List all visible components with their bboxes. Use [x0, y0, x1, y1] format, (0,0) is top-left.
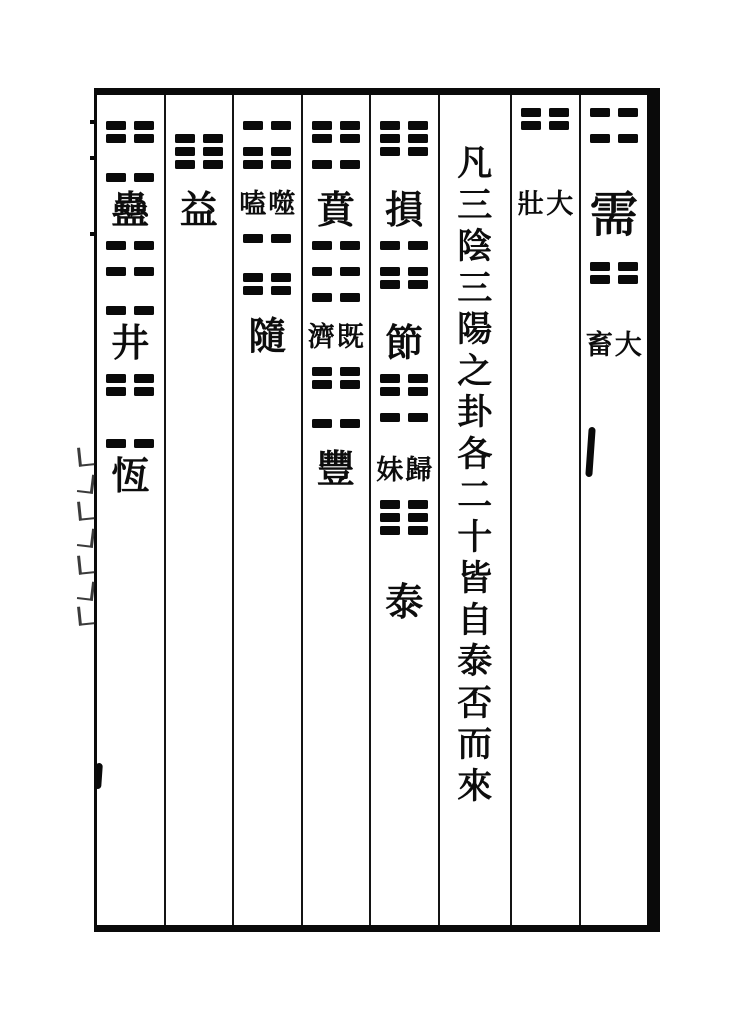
line-segment	[243, 234, 263, 243]
line-segment	[243, 160, 263, 169]
line-segment	[340, 241, 360, 250]
yang-line	[243, 108, 291, 117]
yang-line	[106, 413, 154, 422]
left-border-tick-1	[90, 120, 95, 124]
hexagram-name-char: 恆	[111, 454, 150, 498]
line-segment	[408, 121, 428, 130]
line-segment	[408, 267, 428, 276]
yin-line	[590, 262, 638, 271]
commentary-char: 二	[457, 476, 493, 516]
column-7	[164, 95, 233, 925]
yin-line	[312, 367, 360, 376]
line-segment	[340, 380, 360, 389]
yang-line	[521, 134, 569, 143]
hexagram-label-蠱	[97, 188, 164, 232]
line-segment	[134, 134, 154, 143]
yang-line	[380, 426, 428, 435]
hexagram-name-char: 嗑	[239, 189, 267, 220]
yang-line	[521, 160, 569, 169]
line-segment	[312, 293, 332, 302]
hexagram-name-char: 蠱	[111, 188, 150, 232]
hexagram-figure-益	[175, 108, 223, 182]
line-segment	[312, 121, 332, 130]
yang-line	[312, 147, 360, 156]
hexagram-name-char: 壯	[517, 189, 545, 220]
yin-line	[380, 526, 428, 535]
commentary-char: 陰	[457, 227, 493, 267]
line-segment	[408, 241, 428, 250]
yang-line	[106, 293, 154, 302]
yin-line	[590, 108, 638, 117]
line-segment	[340, 367, 360, 376]
hexagram-label-歸妹	[371, 457, 438, 484]
yang-line	[312, 280, 360, 289]
yin-line	[312, 380, 360, 389]
yang-line	[312, 393, 360, 402]
marginal-fragment	[77, 580, 95, 601]
line-segment	[408, 280, 428, 289]
yin-line	[312, 160, 360, 169]
line-segment	[203, 134, 223, 143]
yang-line	[521, 173, 569, 182]
yang-line	[380, 552, 428, 561]
yang-line	[380, 108, 428, 117]
yang-line	[380, 254, 428, 263]
line-segment	[312, 367, 332, 376]
yang-line	[312, 108, 360, 117]
yang-line	[380, 173, 428, 182]
commentary-text	[440, 108, 510, 806]
yin-line	[380, 121, 428, 130]
yang-line	[312, 406, 360, 415]
yang-line	[106, 254, 154, 263]
commentary-char: 而	[457, 725, 493, 765]
line-segment	[243, 273, 263, 282]
yin-line	[243, 121, 291, 130]
hexagram-name-char: 噬	[268, 189, 296, 220]
line-segment	[408, 513, 428, 522]
yin-line	[106, 173, 154, 182]
line-segment	[106, 121, 126, 130]
commentary-char: 凡	[457, 144, 493, 184]
yang-line	[590, 121, 638, 130]
commentary-char: 三	[457, 185, 493, 226]
yang-line	[590, 314, 638, 323]
hexagram-name-char: 豐	[316, 447, 355, 491]
hexagram-figure-節	[380, 241, 428, 315]
line-segment	[106, 306, 126, 315]
yin-line	[380, 374, 428, 383]
yang-line	[243, 260, 291, 269]
line-segment	[618, 134, 638, 143]
line-segment	[134, 241, 154, 250]
commentary-char: 各	[457, 434, 493, 475]
yin-line	[106, 241, 154, 250]
hexagram-name-char: 井	[111, 321, 150, 365]
yang-line	[106, 147, 154, 156]
hexagram-name-char: 大	[614, 330, 642, 361]
yang-line	[590, 147, 638, 156]
hexagram-name-char: 損	[385, 188, 424, 232]
yin-line	[380, 147, 428, 156]
yang-line	[312, 432, 360, 441]
yang-line	[106, 160, 154, 169]
hexagram-name-char: 大	[546, 189, 574, 220]
hexagram-figure-井	[106, 241, 154, 315]
yin-line	[106, 374, 154, 383]
line-segment	[106, 387, 126, 396]
hexagram-label-賁	[303, 188, 370, 232]
yang-line	[380, 306, 428, 315]
hexagram-figure-豐	[312, 367, 360, 441]
yin-line	[312, 241, 360, 250]
line-segment	[590, 275, 610, 284]
line-segment	[521, 121, 541, 130]
line-segment	[340, 160, 360, 169]
yin-line	[380, 134, 428, 143]
column-4	[369, 95, 438, 925]
commentary-char: 卦	[457, 393, 493, 433]
line-segment	[312, 267, 332, 276]
line-segment	[312, 419, 332, 428]
hexagram-figure-大畜	[590, 249, 638, 323]
hexagram-name-char: 濟	[307, 322, 335, 353]
page-frame	[94, 88, 660, 932]
yin-line	[521, 121, 569, 130]
hexagram-figure-噬嗑	[243, 108, 291, 182]
yin-line	[380, 500, 428, 509]
yang-line	[106, 426, 154, 435]
yin-line	[175, 147, 223, 156]
line-segment	[549, 108, 569, 117]
yin-line	[106, 121, 154, 130]
column-6	[232, 95, 301, 925]
line-segment	[175, 160, 195, 169]
yin-line	[106, 267, 154, 276]
hexagram-label-大畜	[581, 332, 648, 359]
hexagram-label-節	[371, 321, 438, 365]
line-segment	[340, 121, 360, 130]
line-segment	[271, 273, 291, 282]
hexagram-label-泰	[371, 580, 438, 624]
line-segment	[134, 173, 154, 182]
column-3-commentary	[438, 95, 510, 925]
yin-line	[243, 234, 291, 243]
hexagram-figure-大壯	[521, 108, 569, 182]
yang-line	[380, 439, 428, 448]
yin-line	[590, 275, 638, 284]
line-segment	[106, 173, 126, 182]
line-segment	[271, 234, 291, 243]
yin-line	[312, 134, 360, 143]
line-segment	[549, 121, 569, 130]
line-segment	[134, 267, 154, 276]
yin-line	[312, 121, 360, 130]
yang-line	[175, 108, 223, 117]
hexagram-name-char: 需	[589, 187, 638, 243]
line-segment	[380, 280, 400, 289]
yin-line	[243, 273, 291, 282]
hexagram-label-隨	[234, 314, 301, 358]
hexagram-name-char: 益	[179, 188, 218, 232]
line-segment	[380, 526, 400, 535]
yin-line	[521, 108, 569, 117]
hexagram-label-需	[581, 187, 648, 243]
commentary-char: 來	[457, 766, 493, 807]
line-segment	[106, 134, 126, 143]
line-segment	[408, 387, 428, 396]
line-segment	[243, 121, 263, 130]
line-segment	[590, 108, 610, 117]
line-segment	[380, 387, 400, 396]
line-segment	[521, 108, 541, 117]
line-segment	[380, 267, 400, 276]
line-segment	[203, 147, 223, 156]
hexagram-name-char: 隨	[248, 314, 287, 358]
yin-line	[312, 267, 360, 276]
yin-line	[106, 306, 154, 315]
hexagram-name-char: 歸	[405, 455, 433, 486]
commentary-char: 泰	[457, 642, 493, 682]
marginal-fragment	[77, 500, 95, 521]
yang-line	[312, 306, 360, 315]
hexagram-label-噬嗑	[234, 191, 301, 218]
hexagram-name-char: 既	[336, 322, 364, 353]
yang-line	[380, 293, 428, 302]
line-segment	[106, 374, 126, 383]
line-segment	[380, 134, 400, 143]
yin-line	[243, 286, 291, 295]
yang-line	[243, 173, 291, 182]
line-segment	[134, 306, 154, 315]
line-segment	[340, 134, 360, 143]
line-segment	[380, 413, 400, 422]
hexagram-name-char: 妹	[376, 455, 404, 486]
yin-line	[106, 387, 154, 396]
hexagram-figure-賁	[312, 108, 360, 182]
line-segment	[271, 121, 291, 130]
line-segment	[340, 419, 360, 428]
line-segment	[243, 147, 263, 156]
line-segment	[134, 374, 154, 383]
hexagram-figure-歸妹	[380, 374, 428, 448]
line-segment	[380, 374, 400, 383]
hexagram-figure-恆	[106, 374, 154, 448]
hexagram-chart	[97, 95, 647, 925]
commentary-char: 否	[457, 683, 493, 724]
yang-line	[243, 134, 291, 143]
yin-line	[590, 134, 638, 143]
yin-line	[380, 241, 428, 250]
line-segment	[203, 160, 223, 169]
line-segment	[408, 134, 428, 143]
yang-line	[106, 400, 154, 409]
line-segment	[340, 267, 360, 276]
line-segment	[106, 267, 126, 276]
marginal-fragment	[77, 473, 95, 494]
yang-line	[590, 301, 638, 310]
column-5	[301, 95, 370, 925]
yang-line	[590, 249, 638, 258]
line-segment	[106, 439, 126, 448]
hexagram-label-豐	[303, 447, 370, 491]
commentary-char: 陽	[457, 310, 493, 350]
line-segment	[408, 500, 428, 509]
hexagram-figure-隨	[243, 234, 291, 308]
line-segment	[271, 147, 291, 156]
yin-line	[312, 419, 360, 428]
hexagram-name-char: 畜	[585, 330, 613, 361]
marginal-fragment	[77, 605, 95, 626]
hexagram-name-char: 泰	[385, 580, 424, 624]
yang-line	[243, 299, 291, 308]
line-segment	[134, 439, 154, 448]
line-segment	[134, 387, 154, 396]
hexagram-name-char: 賁	[316, 188, 355, 232]
line-segment	[618, 108, 638, 117]
hexagram-label-既濟	[303, 324, 370, 351]
line-segment	[175, 147, 195, 156]
hexagram-label-損	[371, 188, 438, 232]
line-segment	[312, 160, 332, 169]
line-segment	[312, 134, 332, 143]
yang-line	[175, 121, 223, 130]
commentary-char: 之	[457, 351, 493, 392]
column-2	[510, 95, 579, 925]
hexagram-figure-需	[590, 108, 638, 182]
line-segment	[312, 380, 332, 389]
yin-line	[175, 160, 223, 169]
line-segment	[380, 513, 400, 522]
left-border-tick-3	[90, 232, 95, 236]
yin-line	[175, 134, 223, 143]
left-border-tick-2	[90, 156, 95, 160]
line-segment	[175, 134, 195, 143]
yin-line	[106, 134, 154, 143]
yang-line	[380, 160, 428, 169]
yang-line	[380, 539, 428, 548]
hexagram-label-井	[97, 321, 164, 365]
hexagram-figure-既濟	[312, 241, 360, 315]
hexagram-figure-泰	[380, 500, 428, 574]
yin-line	[380, 267, 428, 276]
line-segment	[380, 241, 400, 250]
line-segment	[271, 286, 291, 295]
line-segment	[380, 500, 400, 509]
yin-line	[380, 413, 428, 422]
marginal-fragment	[77, 554, 95, 575]
yin-line	[243, 160, 291, 169]
yang-line	[106, 280, 154, 289]
column-1-rightmost	[579, 95, 648, 925]
yin-line	[312, 293, 360, 302]
commentary-char: 三	[457, 268, 493, 309]
hexagram-figure-蠱	[106, 108, 154, 182]
marginal-fragment	[77, 446, 95, 467]
yang-line	[380, 400, 428, 409]
yin-line	[380, 513, 428, 522]
line-segment	[106, 241, 126, 250]
yin-line	[380, 280, 428, 289]
yang-line	[312, 173, 360, 182]
yang-line	[175, 173, 223, 182]
yang-line	[312, 254, 360, 263]
yin-line	[243, 147, 291, 156]
line-segment	[243, 286, 263, 295]
line-segment	[408, 413, 428, 422]
line-segment	[590, 134, 610, 143]
yang-line	[243, 247, 291, 256]
commentary-char: 十	[457, 517, 493, 558]
line-segment	[618, 275, 638, 284]
commentary-char: 自	[457, 600, 493, 641]
column-8-leftmost	[97, 95, 164, 925]
line-segment	[618, 262, 638, 271]
marginal-fragment	[77, 527, 95, 548]
yang-line	[521, 147, 569, 156]
line-segment	[271, 160, 291, 169]
hexagram-label-益	[166, 188, 233, 232]
line-segment	[380, 121, 400, 130]
yang-line	[106, 108, 154, 117]
yin-line	[380, 387, 428, 396]
line-segment	[408, 147, 428, 156]
line-segment	[134, 121, 154, 130]
hexagram-figure-損	[380, 108, 428, 182]
yin-line	[106, 439, 154, 448]
hexagram-label-大壯	[512, 191, 579, 218]
yang-line	[380, 565, 428, 574]
yang-line	[590, 288, 638, 297]
line-segment	[590, 262, 610, 271]
commentary-char: 皆	[457, 559, 493, 599]
line-segment	[408, 374, 428, 383]
line-segment	[312, 241, 332, 250]
yang-line	[590, 160, 638, 169]
line-segment	[380, 147, 400, 156]
line-segment	[340, 293, 360, 302]
line-segment	[408, 526, 428, 535]
yang-line	[590, 173, 638, 182]
hexagram-label-恆	[97, 454, 164, 498]
hexagram-name-char: 節	[385, 321, 424, 365]
